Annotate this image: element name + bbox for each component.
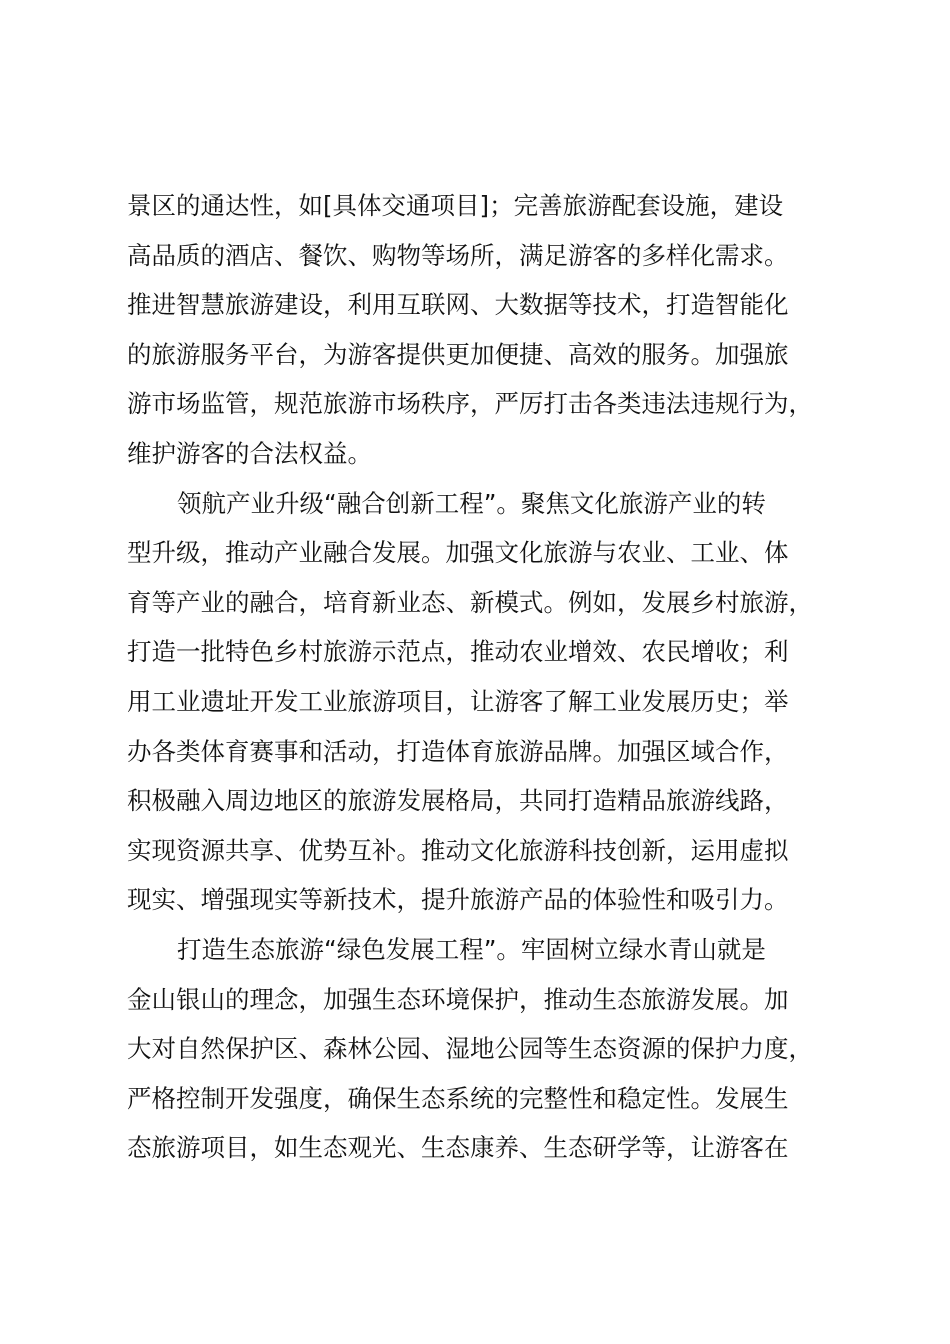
paragraph-3 bbox=[127, 925, 837, 1173]
text-line: 打造一批特色乡村旅游示范点，推动农业增效、农民增收；利 bbox=[127, 637, 789, 667]
text-line: 办各类体育赛事和活动，打造体育旅游品牌。加强区域合作， bbox=[127, 736, 789, 766]
text-line: 严格控制开发强度，确保生态系统的完整性和稳定性。发展生 bbox=[127, 1083, 789, 1113]
paragraph-2 bbox=[127, 479, 837, 925]
text-line: 实现资源共享、优势互补。推动文化旅游科技创新，运用虚拟 bbox=[127, 835, 789, 865]
text-line: 游市场监管，规范旅游市场秩序，严厉打击各类违法违规行为， bbox=[127, 389, 813, 419]
text-line: 育等产业的融合，培育新业态、新模式。例如，发展乡村旅游， bbox=[127, 587, 813, 617]
text-line-first: 领航产业升级“融合创新工程”。聚焦文化旅游产业的转 bbox=[177, 488, 766, 518]
text-line: 态旅游项目，如生态观光、生态康养、生态研学等，让游客在 bbox=[127, 1133, 789, 1163]
paragraph-1 bbox=[127, 181, 837, 479]
text-line-first: 打造生态旅游“绿色发展工程”。牢固树立绿水青山就是 bbox=[177, 934, 766, 964]
text-line: 高品质的酒店、餐饮、购物等场所，满足游客的多样化需求。 bbox=[127, 240, 789, 270]
text-line: 的旅游服务平台，为游客提供更加便捷、高效的服务。加强旅 bbox=[127, 339, 789, 369]
text-line: 积极融入周边地区的旅游发展格局，共同打造精品旅游线路， bbox=[127, 786, 789, 816]
text-line: 金山银山的理念，加强生态环境保护，推动生态旅游发展。加 bbox=[127, 984, 789, 1014]
text-line: 景区的通达性，如[具体交通项目]；完善旅游配套设施，建设 bbox=[127, 191, 784, 220]
text-line: 大对自然保护区、森林公园、湿地公园等生态资源的保护力度， bbox=[127, 1034, 813, 1064]
text-line: 型升级，推动产业融合发展。加强文化旅游与农业、工业、体 bbox=[127, 538, 789, 568]
text-line: 维护游客的合法权益。 bbox=[127, 438, 372, 468]
text-line: 现实、增强现实等新技术，提升旅游产品的体验性和吸引力。 bbox=[127, 885, 789, 915]
document-body bbox=[127, 181, 837, 1173]
text-line: 用工业遗址开发工业旅游项目，让游客了解工业发展历史；举 bbox=[127, 686, 789, 716]
text-line: 推进智慧旅游建设，利用互联网、大数据等技术，打造智能化 bbox=[127, 290, 789, 320]
